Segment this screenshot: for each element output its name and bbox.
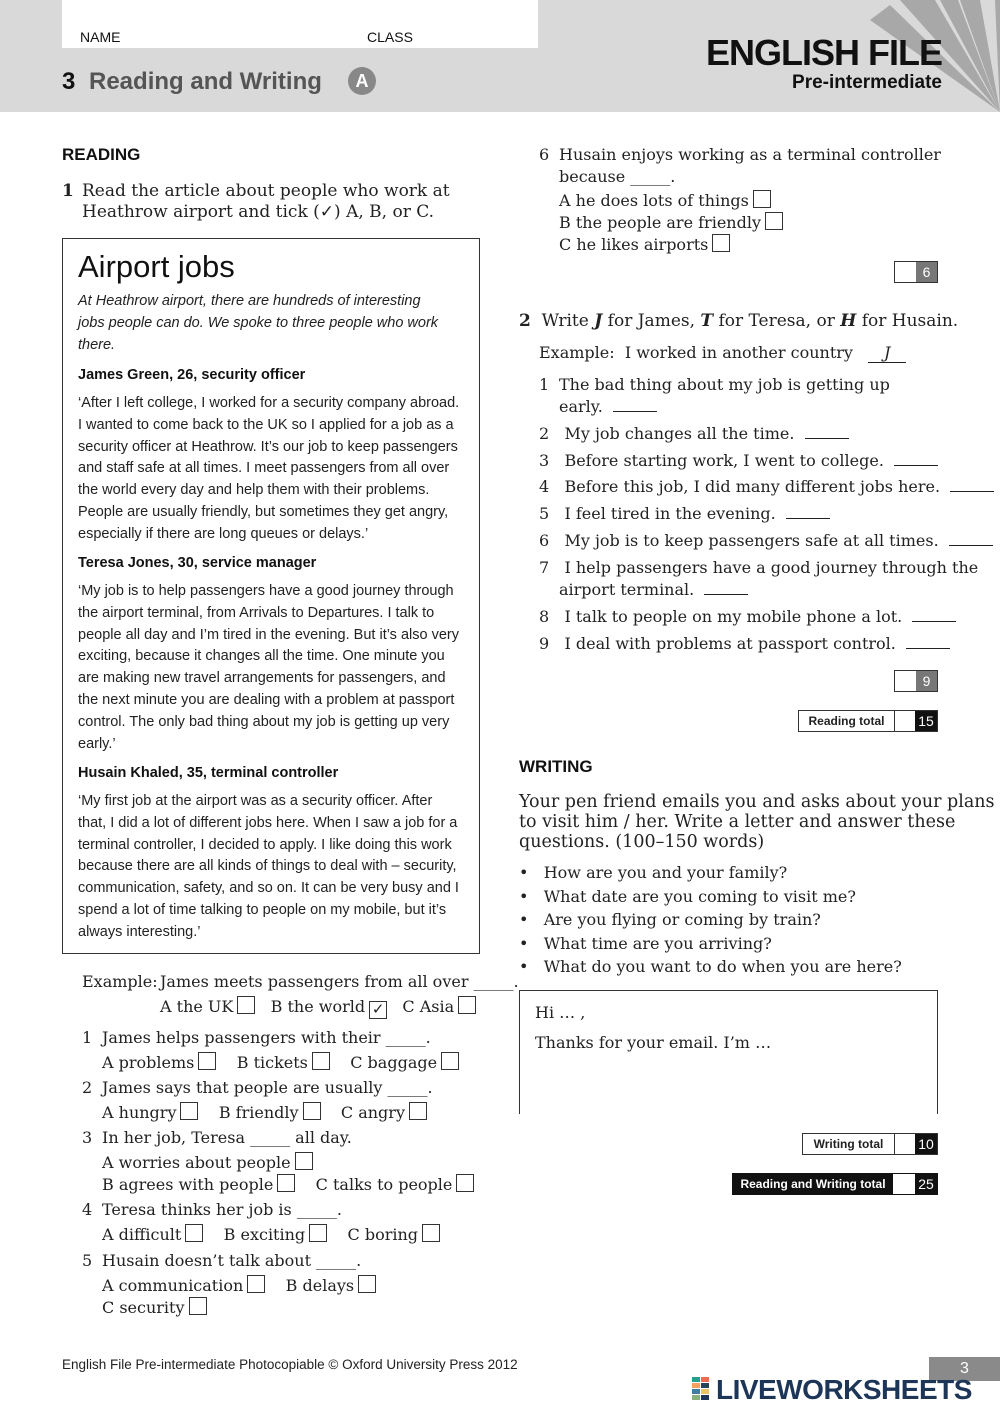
name-class-bar [62,0,538,48]
checkbox[interactable] [456,1174,474,1192]
item-text: airport terminal. [559,580,695,599]
text-line: the airport terminal, from Arrivals to Departures. I talk to [78,604,435,621]
text-line: ‘My first job at the airport was as a security officer. After [78,793,433,809]
option-a: A communication [102,1276,244,1295]
letter-textarea[interactable] [519,990,938,1114]
reading-total-label: Reading total [808,714,885,728]
checkbox-ticked[interactable]: ✓ [369,1001,387,1019]
ex2-score: 9 [916,671,937,691]
q5-text: Husain doesn’t talk about _____. [102,1251,362,1270]
ex2-item-4 [539,477,994,496]
example-text: I worked in another country [624,343,853,362]
writing-prompt [519,792,995,852]
checkbox[interactable] [309,1224,327,1242]
item-number: 3 [539,451,550,470]
footer-copyright [62,1357,518,1372]
text-line: because there are all kinds of things to deal with – security, [78,858,457,875]
bullet-item: • How are you and your family? [519,863,788,882]
text-line: security officer at Heathrow. It’s our job to keep passengers [78,438,458,455]
checkbox[interactable] [180,1102,198,1120]
q6-option-c-row [559,234,730,254]
answer-blank[interactable] [950,479,994,492]
item-text: My job changes all the time. [564,424,795,443]
bullet-item: • Are you flying or coming by train? [519,910,821,929]
ex2-number: 2 [519,311,531,331]
liveworksheets-watermark: LIVEWORKSHEETS [716,1374,972,1405]
option-c: C boring [347,1225,419,1244]
item-number: 2 [539,424,550,443]
text-line: I wanted to come back to the UK so I applied for a job as a [78,416,454,433]
q5-number: 5 [82,1251,93,1270]
grand-total-box [732,1173,938,1195]
text-line: terminal controller, I decided to apply. I like doing this work [78,836,452,853]
ex2-item-1 [539,375,549,394]
ex2-item-7 [539,558,978,577]
page-number: 3 [929,1357,1000,1381]
option-b: B exciting [223,1225,306,1244]
reading-total: 15 [915,711,937,731]
option-a: A the UK [160,997,234,1016]
letter-j: J [594,311,603,331]
bullet-item: • What date are you coming to visit me? [519,886,856,906]
name-label: NAME [80,29,121,45]
answer-blank[interactable] [704,582,748,595]
q1-options [102,1052,459,1072]
answer-blank[interactable] [906,636,950,649]
item-number: 8 [539,607,550,626]
prompt-line: questions. (100–150 words) [519,832,765,852]
option-b: B the people are friendly [559,213,761,232]
q6-number: 6 [539,145,550,164]
bullet-item: • What time are you arriving? [519,933,772,953]
option-b: B delays [285,1276,355,1295]
checkbox[interactable] [277,1174,295,1192]
checkbox[interactable] [712,234,730,252]
answer-blank[interactable] [894,453,938,466]
item-text: Before this job, I did many different jobs here. [564,477,941,496]
inst-text: Write [541,311,595,331]
prompt-line: Your pen friend emails you and asks about your plans [519,792,995,812]
answer-blank[interactable] [912,609,956,622]
bullet-text: How are you and your family? [543,863,788,882]
item-number: 5 [539,504,550,523]
q3-text: In her job, Teresa _____ all day. [102,1128,352,1147]
grand-total: 25 [915,1174,937,1194]
checkbox[interactable] [198,1052,216,1070]
bullet-text: What do you want to do when you are here? [543,957,902,976]
inst-text: for Husain. [856,311,959,331]
ex2-item-1-text: The bad thing about my job is getting up [559,375,890,394]
brand-subtitle: Pre-intermediate [792,72,942,93]
item-text: I help passengers have a good journey through the [564,558,979,577]
person-text-james [78,393,459,546]
q6-option-b-row [559,212,783,232]
ex1-score: 6 [916,262,937,282]
q4-text: Teresa thinks her job is _____. [102,1200,342,1219]
text-line: spend a lot of time talking to people on my mobile, but it’s [78,901,447,918]
brand-title: ENGLISH FILE [705,32,942,73]
q2-text: James says that people are usually _____. [102,1078,433,1097]
ex2-item-2 [539,424,849,443]
header-band [0,0,1000,112]
answer-blank[interactable] [613,399,657,412]
score-input[interactable] [895,671,916,691]
q3-option-a-row [102,1152,313,1172]
checkbox[interactable] [185,1224,203,1242]
q1-number: 1 [82,1028,93,1047]
unit-number: 3 [62,68,76,95]
item-number: 4 [539,477,550,496]
article-intro [78,291,438,356]
text-line: exciting, because it changes all the time. One minute you [78,648,445,665]
ex2-item-8 [539,607,956,626]
checkbox[interactable] [312,1052,330,1070]
checkbox[interactable] [409,1102,427,1120]
writing-bullets [519,861,902,979]
ex2-item-3 [539,451,938,470]
option-b: B agrees with people [102,1175,274,1194]
q4-number: 4 [82,1200,93,1219]
checkbox[interactable] [358,1275,376,1293]
person-text-husain [78,791,459,944]
ex1-number: 1 [62,181,74,201]
item-text: I talk to people on my mobile phone a lot. [564,607,903,626]
person-text-teresa [78,581,459,755]
item-number: 6 [539,531,550,550]
item-number: 1 [539,375,550,394]
checkbox[interactable] [753,190,771,208]
q1-text: James helps passengers with their _____. [102,1028,431,1047]
answer-blank[interactable] [786,506,830,519]
score-input[interactable] [894,1134,916,1154]
q6-option-a-row [559,190,771,210]
option-b: B friendly [218,1103,299,1122]
ex2-item-6 [539,531,993,550]
text-line: the next minute you are dealing with a problem at passport [78,691,455,708]
bullet-text: What time are you arriving? [543,933,772,953]
q6-text: Husain enjoys working as a terminal controller [559,145,941,164]
intro-line: At Heathrow airport, there are hundreds of interesting [78,293,421,309]
checkbox[interactable] [458,996,476,1014]
letter-greeting: Hi … , [535,1003,586,1022]
option-c: C Asia [402,997,455,1016]
option-a: A hungry [102,1103,177,1122]
grand-total-label: Reading and Writing total [733,1174,893,1194]
bullet-item: • What do you want to do when you are here? [519,957,902,976]
ex1-instruction-line1: Read the article about people who work at [82,181,450,201]
option-a: A problems [102,1053,195,1072]
writing-total-label: Writing total [813,1137,884,1151]
item-text: Before starting work, I went to college. [564,451,884,470]
item-number: 7 [539,558,550,577]
checkbox[interactable] [237,996,255,1014]
inst-text: for Teresa, or [713,311,841,331]
q3-option-bc-row [102,1174,474,1194]
text-line: always interesting.’ [78,923,201,940]
q5-option-ab-row [102,1275,376,1295]
option-b: B tickets [236,1053,308,1072]
ex2-item-1-line2 [559,397,657,416]
class-label: CLASS [367,29,413,45]
ex2-item-9 [539,634,950,653]
text-line: especially if there are long queues or delays.’ [78,525,369,542]
letter-t: T [700,311,714,331]
unit-badge: A [348,67,376,95]
checkbox[interactable] [295,1152,313,1170]
text-line: people all day and I’m tired in the evening. But it’s also very [78,626,459,643]
text-line: and staff safe at all times. I meet passengers from all over [78,460,450,477]
option-c: C angry [340,1103,405,1122]
item-text: early. [559,397,603,416]
reading-total-box [798,710,938,732]
ex2-example [539,343,906,363]
person-heading-james: James Green, 26, security officer [78,367,306,383]
item-number: 9 [539,634,550,653]
score-input[interactable] [894,711,916,731]
score-input[interactable] [893,1174,915,1194]
option-a: A he does lots of things [559,191,749,210]
checkbox[interactable] [765,212,783,230]
ex2-instruction [519,311,958,331]
checkbox[interactable] [441,1052,459,1070]
item-text: My job is to keep passengers safe at all times. [564,531,939,550]
example-options [160,996,476,1019]
bullet-text: What date are you coming to visit me? [543,886,856,906]
q3-number: 3 [82,1128,93,1147]
text-line: early.’ [78,735,116,752]
q2-options [102,1102,427,1122]
example-label: Example: [539,343,615,362]
checkbox[interactable] [247,1275,265,1293]
checkbox[interactable] [422,1224,440,1242]
q4-options [102,1224,440,1244]
text-line: are making new travel arrangements for passengers, and [78,670,446,687]
option-c: C he likes airports [559,235,709,254]
unit-title: Reading and Writing [89,68,322,95]
text-line: that, I did a lot of different jobs here. When I saw a job for a [78,814,458,831]
writing-total-box [802,1133,938,1155]
bullet-text: Are you flying or coming by train? [543,910,821,929]
intro-line: there. [78,336,116,353]
inst-text: for James, [602,311,701,331]
writing-heading: WRITING [519,757,593,776]
checkbox[interactable] [189,1297,207,1315]
example-text: James meets passengers from all over _____. [160,972,519,991]
option-a: A worries about people [102,1153,291,1172]
article-box [62,238,480,954]
ex1-score-box [894,261,938,283]
text-line: People are usually friendly, but sometimes they get angry, [78,503,449,520]
intro-line: jobs people can do. We spoke to three people who work [78,314,439,331]
letter-start: Thanks for your email. I’m … [535,1033,772,1052]
option-b: B the world [270,997,366,1016]
text-line: control. The only bad thing about my job is getting up very [78,713,450,730]
footer-copyright-text: Photocopiable © Oxford University Press 2012 [235,1357,518,1372]
letter-h: H [840,311,857,331]
person-heading-teresa: Teresa Jones, 30, service manager [78,555,317,571]
writing-total: 10 [915,1134,937,1154]
reading-heading: READING [62,145,141,164]
checkbox[interactable] [303,1102,321,1120]
example-answer: J [868,343,906,363]
article-title: Airport jobs [78,249,235,284]
text-line: the world every day and help them with their problems. [78,482,430,499]
example-label: Example: [82,972,158,991]
ex1-instruction-line2: Heathrow airport and tick (✓) A, B, or C. [82,202,435,222]
item-text: I deal with problems at passport control. [564,634,896,653]
person-heading-husain: Husain Khaled, 35, terminal controller [78,765,339,781]
item-text: I feel tired in the evening. [564,504,776,523]
answer-blank[interactable] [805,426,849,439]
q6-text-line2: because _____. [559,167,676,186]
option-c: C talks to people [315,1175,453,1194]
ex2-item-7-line2 [559,580,748,599]
answer-blank[interactable] [949,533,993,546]
text-line: ‘My job is to help passengers have a good journey through [78,583,454,599]
ex2-item-5 [539,504,830,523]
text-line: ‘After I left college, I worked for a security company abroad. [78,395,460,411]
liveworksheets-logo-icon [692,1377,710,1401]
option-c: C security [102,1298,185,1317]
option-c: C baggage [350,1053,438,1072]
option-a: A difficult [102,1225,182,1244]
q5-option-c-row [102,1297,207,1317]
footer-book: English File Pre-intermediate [62,1357,236,1372]
ex2-score-box [894,670,938,692]
text-line: communication, safety, and so on. It can be very busy and I [78,880,459,897]
score-input[interactable] [895,262,916,282]
q2-number: 2 [82,1078,93,1097]
prompt-line: to visit him / her. Write a letter and answer these [519,812,956,832]
